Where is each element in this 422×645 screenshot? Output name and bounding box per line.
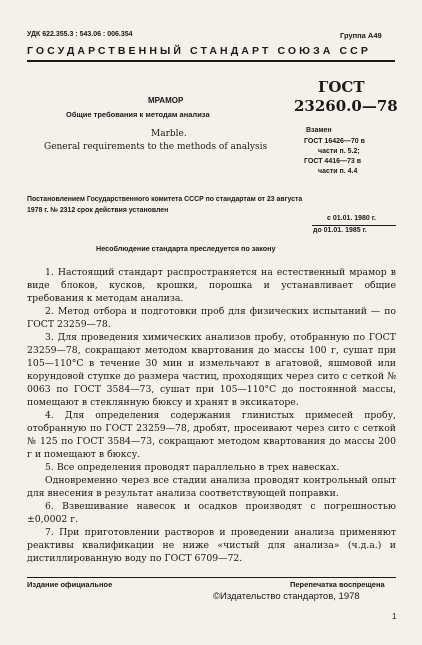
ru-subtitle: Общие требования к методам анализа (66, 110, 210, 119)
paragraph: 5. Все определения проводят параллельно в трех навесках. (45, 462, 340, 473)
edition-note: Издание официальное (27, 580, 113, 589)
paragraph: Одновременно через все стадии анализа проводят контрольный опыт для внесения в результат анализа соответствующей поправки. (27, 475, 396, 499)
reprint-note: Перепечатка воспрещена (290, 580, 385, 589)
paragraph: 1. Настоящий стандарт распространяется на естественный мрамор в виде блоков, кусков, крошки, порошка и устанавливает общие требования к методам анализа. (27, 267, 396, 304)
body-text (27, 266, 396, 565)
paragraph: 7. При приготовлении растворов и проведении анализа применяют реактивы квалификации не ниже «чистый для анализа» (ч.д.а.) и дистиллированную воду по ГОСТ 6709—72. (27, 527, 396, 564)
gost-number: 23260.0—78 (294, 97, 398, 115)
date-rule (312, 225, 396, 226)
replace-list (304, 137, 365, 177)
decree-line-2: 1978 г. № 2312 срок действия установлен (27, 207, 169, 214)
page-number: 1 (392, 612, 397, 621)
law-notice: Несоблюдение стандарта преследуется по закону (96, 244, 276, 253)
ru-title: МРАМОР (148, 96, 184, 105)
replace-label: Взамен (306, 127, 332, 134)
replace-line: ГОСТ 16426—70 в (304, 138, 365, 145)
en-subtitle: General requirements to the methods of analysis (44, 142, 268, 152)
publisher-note: ©Издательство стандартов, 1978 (213, 591, 360, 602)
paragraph: 2. Метод отбора и подготовки проб для физических испытаний — по ГОСТ 23259—78. (27, 306, 396, 330)
group-code: Группа А49 (340, 31, 382, 40)
footer-rule (27, 577, 396, 578)
header-rule (27, 60, 395, 62)
standard-line: ГОСУДАРСТВЕННЫЙ СТАНДАРТ СОЮЗА ССР (27, 45, 371, 57)
udk-code: УДК 622.355.3 : 543.06 : 006.354 (27, 31, 133, 38)
paragraph: 6. Взвешивание навесок и осадков производят с погрешностью ±0,0002 г. (27, 501, 396, 525)
paragraph: 3. Для проведения химических анализов пробу, отобранную по ГОСТ 23259—78, сокращают методом квартования до массы 100 г, сушат при 105—110°С в течение 30 мин и измельчают в агатовой, яшмовой или корундовой ступке до размера частиц, проходящих через сито с сеткой № 0063 по ГОСТ 3584—73, сушат при 105—110°С до постоянной массы, помещают в стеклянную бюксу и хранят в эксикаторе. (27, 332, 396, 408)
replace-line: ГОСТ 4416—73 в (304, 158, 362, 165)
en-title: Marble. (151, 129, 187, 139)
date-from: с 01.01. 1980 г. (327, 215, 376, 222)
paragraph: 4. Для определения содержания глинистых примесей пробу, отобранную по ГОСТ 23259—78, дробят, просеивают через сито с сеткой № 125 по ГОСТ 3584—73, сокращают методом квартования до массы 200 г и помещают в бюксу. (27, 410, 396, 460)
gost-label: ГОСТ (318, 78, 365, 96)
date-to: до 01.01. 1985 г. (313, 227, 367, 234)
replace-line: части п. 4.4 (318, 168, 358, 175)
decree-line-1: Постановлением Государственного комитета СССР по стандартам от 23 августа (27, 196, 303, 203)
replace-line: части п. 5.2; (318, 148, 360, 155)
